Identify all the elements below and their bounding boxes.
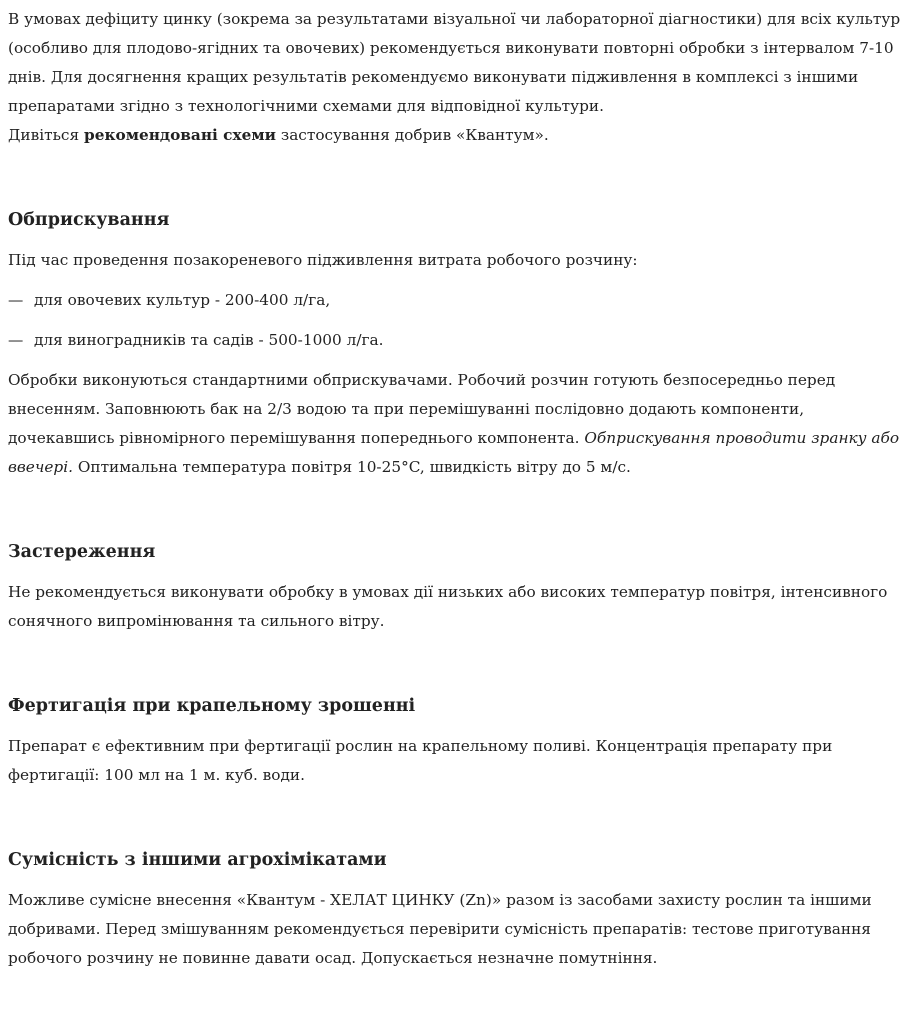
spraying-lead: Під час проведення позакореневого підживлення витрата робочого розчину: [8,251,638,269]
list-item: — для овочевих культур - 200-400 л/га, [8,286,908,315]
fertigation-heading: Фертигація при крапельному зрошенні [8,696,416,716]
dash-bullet: — [8,291,24,309]
intro-paragraph: В умовах дефіциту цинку (зокрема за результатами візуальної чи лабораторної діагностики) для всіх культур (особливо для плодово-ягідних та овочевих) рекомендується виконувати повторні обробки з інтервалом 7-10 днів. Для досягнення кращих результатів рекомендуємо виконувати підживлення в комплексі з іншими препаратами згідно з технологічними схемами для відповідної культури. Дивіться рекомендовані схеми застосування добрив «Квантум». [8,10,901,144]
spraying-heading: Обприскування [8,210,170,230]
recommended-schemes-link[interactable]: рекомендовані схеми [84,126,276,144]
dash-bullet: — [8,331,24,349]
compatibility-text: Можливе сумісне внесення «Квантум - ХЕЛАТ ЦИНКУ (Zn)» разом із засобами захисту рослин та іншими добривами. Перед змішуванням рекомендується перевірити сумісність препаратів: тестове приготування робочого розчину не повинне давати осад. Допускається незначне помутніння. [8,891,872,967]
list-item: — для виноградників та садів - 500-1000 л/га. [8,326,908,355]
spraying-body: Обробки виконуються стандартними обприскувачами. Робочий розчин готують безпосередньо перед внесенням. Заповнюють бак на 2/3 водою та при перемішуванні послідовно додають компоненти, дочекавшись рівномірного перемішування попереднього компонента. Обприскування проводити зранку або ввечері. Оптимальна температура повітря 10-25°C, швидкість вітру до 5 м/с. [8,371,900,476]
warning-text: Не рекомендується виконувати обробку в умовах дії низьких або високих температур повітря, інтенсивного сонячного випромінювання та сильного вітру. [8,583,888,630]
compatibility-heading: Сумісність з іншими агрохімікатами [8,850,387,870]
warning-heading: Застереження [8,542,156,562]
fertigation-text: Препарат є ефективним при фертигації рослин на крапельному поливі. Концентрація препарату при фертигації: 100 мл на 1 м. куб. води. [8,737,833,784]
